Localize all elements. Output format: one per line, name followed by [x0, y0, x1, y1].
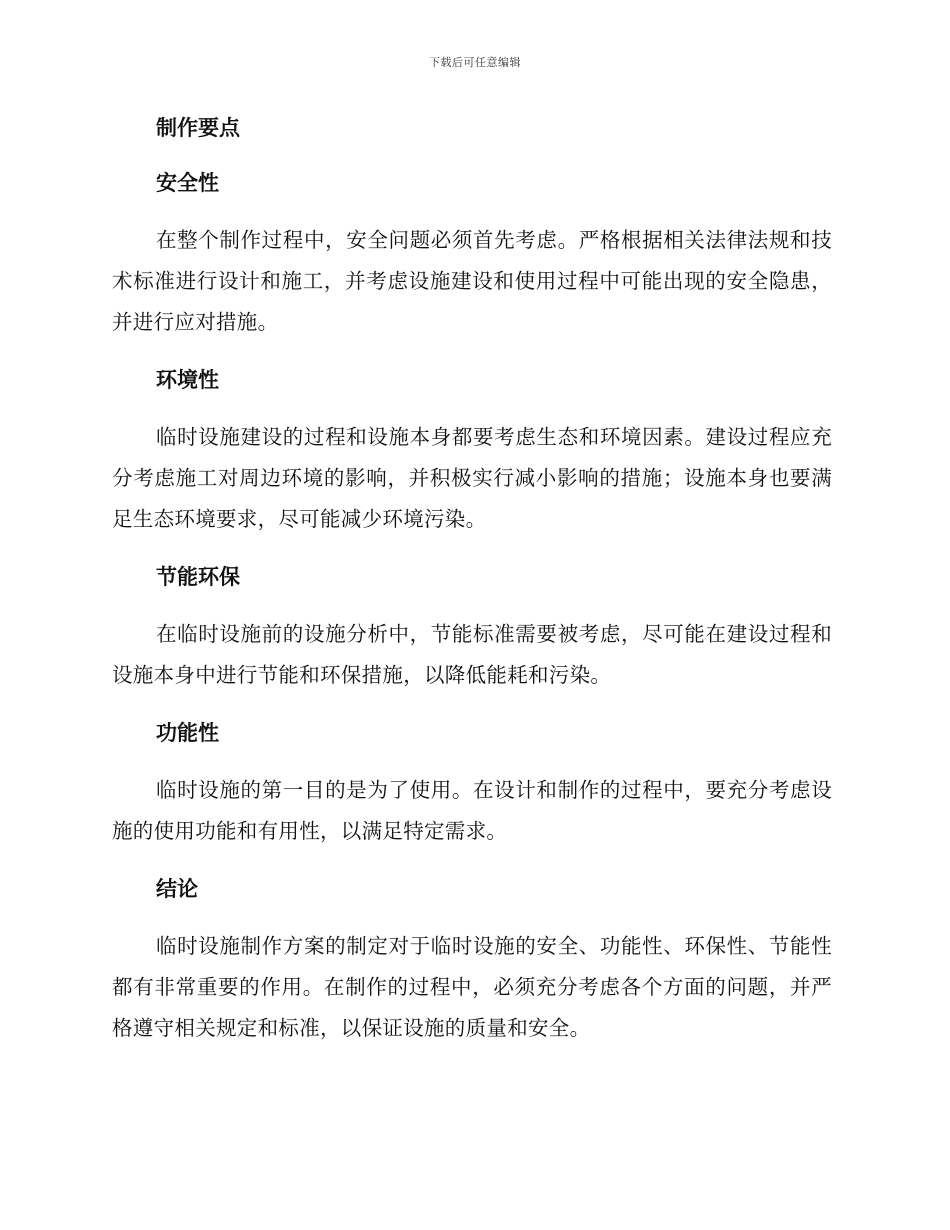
section-heading-conclusion: 结论	[156, 877, 198, 901]
section-body-environment: 临时设施建设的过程和设施本身都要考虑生态和环境因素。建设过程应充分考虑施工对周边环境的影响，并积极实行减小影响的措施；设施本身也要满足生态环境要求，尽可能减少环境污染。	[112, 425, 832, 531]
section-heading-environment: 环境性	[156, 368, 219, 392]
section-body-function: 临时设施的第一目的是为了使用。在设计和制作的过程中，要充分考虑设施的使用功能和有用性，以满足特定需求。	[112, 778, 832, 843]
section-heading-safety: 安全性	[156, 171, 219, 195]
document-title: 制作要点	[156, 116, 240, 140]
section-body-conclusion: 临时设施制作方案的制定对于临时设施的安全、功能性、环保性、节能性都有非常重要的作用。在制作的过程中，必须充分考虑各个方面的问题，并严格遵守相关规定和标准，以保证设施的质量和安全。	[112, 934, 832, 1040]
section-heading-function: 功能性	[156, 721, 219, 745]
document-body	[112, 110, 832, 1049]
section-body-energy: 在临时设施前的设施分析中，节能标准需要被考虑，尽可能在建设过程和设施本身中进行节能和环保措施，以降低能耗和污染。	[112, 622, 832, 687]
section-body-safety: 在整个制作过程中，安全问题必须首先考虑。严格根据相关法律法规和技术标准进行设计和施工，并考虑设施建设和使用过程中可能出现的安全隐患，并进行应对措施。	[112, 228, 832, 334]
page-header: 下载后可任意编辑	[429, 56, 521, 69]
section-heading-energy: 节能环保	[156, 565, 240, 589]
